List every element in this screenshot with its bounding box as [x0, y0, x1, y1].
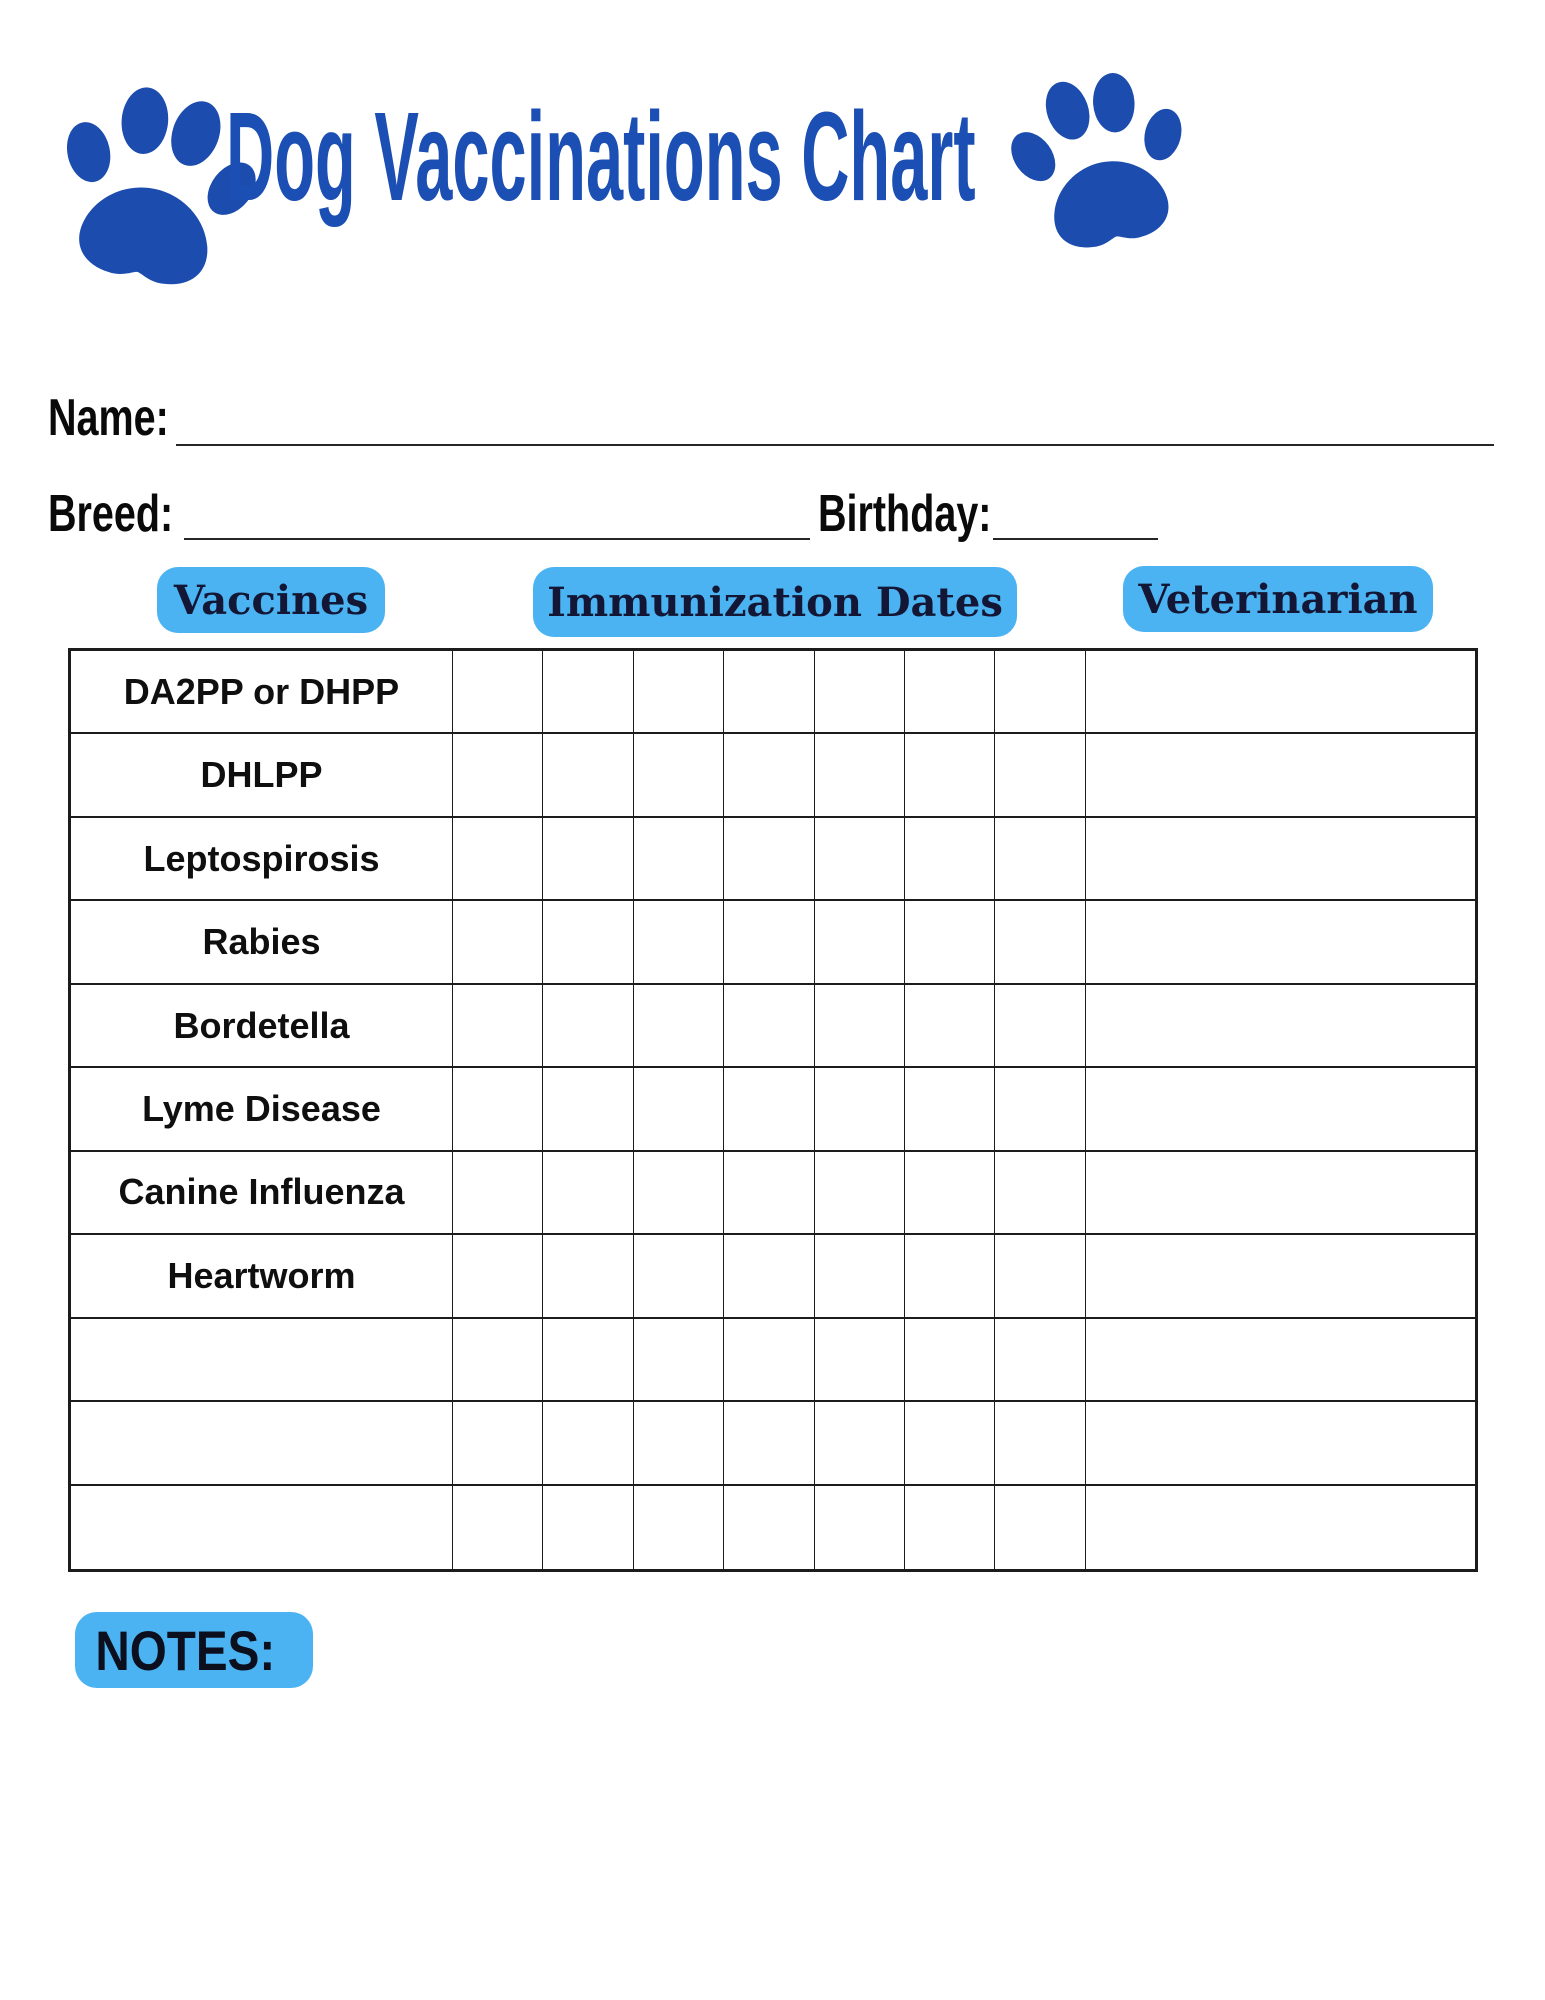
table-row [71, 1068, 1475, 1151]
vaccine-name-cell: DA2PP or DHPP [71, 651, 453, 732]
immunization-date-cell [905, 818, 995, 899]
vaccines-column-header: Vaccines [157, 567, 385, 633]
immunization-dates-column-header: Immunization Dates [533, 567, 1017, 637]
immunization-date-cell [453, 1068, 543, 1149]
veterinarian-cell [1086, 1068, 1475, 1149]
immunization-date-cell [634, 1402, 724, 1483]
table-row [71, 901, 1475, 984]
immunization-date-cell [634, 818, 724, 899]
immunization-date-cell [995, 985, 1085, 1066]
vaccine-name-cell: Leptospirosis [71, 818, 453, 899]
table-row [71, 651, 1475, 734]
immunization-date-cell [995, 1319, 1085, 1400]
veterinarian-cell [1086, 901, 1475, 982]
vaccine-name-cell: Heartworm [71, 1235, 453, 1316]
immunization-date-cell [543, 818, 633, 899]
veterinarian-cell [1086, 651, 1475, 732]
immunization-date-cell [634, 901, 724, 982]
birthday-field-label: Birthday: [818, 485, 992, 543]
veterinarian-column-header: Veterinarian [1123, 566, 1433, 632]
breed-field-label: Breed: [48, 485, 174, 543]
immunization-date-cell [724, 1152, 814, 1233]
immunization-date-cell [724, 1402, 814, 1483]
immunization-date-cell [815, 1152, 905, 1233]
table-row [71, 734, 1475, 817]
immunization-date-cell [724, 651, 814, 732]
immunization-date-cell [905, 901, 995, 982]
paw-print-icon [992, 47, 1208, 270]
immunization-date-cell [724, 1235, 814, 1316]
immunization-date-cell [815, 985, 905, 1066]
table-row [71, 818, 1475, 901]
veterinarian-cell [1086, 985, 1475, 1066]
immunization-date-cell [543, 734, 633, 815]
immunization-date-cell [724, 901, 814, 982]
immunization-date-cell [453, 1486, 543, 1569]
immunization-date-cell [634, 985, 724, 1066]
immunization-date-cell [905, 651, 995, 732]
immunization-date-cell [815, 1319, 905, 1400]
immunization-date-cell [543, 1486, 633, 1569]
table-row [71, 1402, 1475, 1485]
immunization-date-cell [815, 1402, 905, 1483]
immunization-date-cell [995, 651, 1085, 732]
immunization-date-cell [905, 1402, 995, 1483]
immunization-date-cell [995, 1402, 1085, 1483]
veterinarian-cell [1086, 1486, 1475, 1569]
vaccine-name-cell: Rabies [71, 901, 453, 982]
notes-section-header [75, 1612, 313, 1688]
immunization-date-cell [905, 1068, 995, 1149]
veterinarian-cell [1086, 1402, 1475, 1483]
immunization-date-cell [995, 818, 1085, 899]
immunization-date-cell [905, 734, 995, 815]
immunization-date-cell [453, 1152, 543, 1233]
immunization-date-cell [453, 1235, 543, 1316]
immunization-date-cell [453, 818, 543, 899]
immunization-date-cell [724, 1068, 814, 1149]
immunization-date-cell [453, 901, 543, 982]
immunization-date-cell [543, 1068, 633, 1149]
immunization-date-cell [634, 1068, 724, 1149]
immunization-date-cell [453, 1402, 543, 1483]
immunization-date-cell [905, 985, 995, 1066]
veterinarian-cell [1086, 818, 1475, 899]
vaccine-name-cell [71, 1402, 453, 1483]
veterinarian-cell [1086, 1152, 1475, 1233]
immunization-date-cell [634, 1319, 724, 1400]
veterinarian-cell [1086, 734, 1475, 815]
vaccine-name-cell [71, 1319, 453, 1400]
immunization-date-cell [543, 1152, 633, 1233]
page-title: Dog Vaccinations Chart [226, 86, 976, 227]
immunization-date-cell [815, 901, 905, 982]
immunization-date-cell [815, 1486, 905, 1569]
immunization-date-cell [724, 818, 814, 899]
immunization-date-cell [634, 651, 724, 732]
immunization-date-cell [815, 734, 905, 815]
immunization-date-cell [724, 985, 814, 1066]
immunization-date-cell [995, 1486, 1085, 1569]
vaccine-name-cell: Bordetella [71, 985, 453, 1066]
immunization-date-cell [815, 818, 905, 899]
table-row [71, 1319, 1475, 1402]
immunization-date-cell [905, 1486, 995, 1569]
immunization-date-cell [995, 1235, 1085, 1316]
veterinarian-cell [1086, 1319, 1475, 1400]
immunization-date-cell [543, 1402, 633, 1483]
immunization-date-cell [815, 651, 905, 732]
table-row [71, 1235, 1475, 1318]
birthday-write-line [993, 538, 1158, 540]
immunization-date-cell [995, 1152, 1085, 1233]
immunization-date-cell [543, 651, 633, 732]
immunization-date-cell [905, 1319, 995, 1400]
immunization-date-cell [543, 985, 633, 1066]
vaccine-name-cell: DHLPP [71, 734, 453, 815]
immunization-date-cell [453, 1319, 543, 1400]
veterinarian-cell [1086, 1235, 1475, 1316]
immunization-date-cell [815, 1068, 905, 1149]
immunization-date-cell [634, 1152, 724, 1233]
immunization-date-cell [724, 1486, 814, 1569]
immunization-date-cell [453, 734, 543, 815]
immunization-date-cell [995, 901, 1085, 982]
notes-label: NOTES: [95, 1618, 276, 1682]
immunization-date-cell [724, 734, 814, 815]
immunization-date-cell [453, 985, 543, 1066]
immunization-date-cell [543, 901, 633, 982]
immunization-date-cell [543, 1235, 633, 1316]
immunization-date-cell [995, 734, 1085, 815]
immunization-date-cell [815, 1235, 905, 1316]
immunization-date-cell [995, 1068, 1085, 1149]
breed-write-line [184, 538, 810, 540]
vaccine-name-cell: Canine Influenza [71, 1152, 453, 1233]
immunization-date-cell [724, 1319, 814, 1400]
vaccination-table [68, 648, 1478, 1572]
name-field-label: Name: [48, 389, 169, 447]
immunization-date-cell [543, 1319, 633, 1400]
table-row [71, 1486, 1475, 1569]
name-write-line [176, 444, 1494, 446]
immunization-date-cell [634, 1235, 724, 1316]
vaccine-name-cell: Lyme Disease [71, 1068, 453, 1149]
table-row [71, 985, 1475, 1068]
vaccine-name-cell [71, 1486, 453, 1569]
immunization-date-cell [905, 1235, 995, 1316]
table-row [71, 1152, 1475, 1235]
immunization-date-cell [634, 734, 724, 815]
immunization-date-cell [634, 1486, 724, 1569]
immunization-date-cell [453, 651, 543, 732]
immunization-date-cell [905, 1152, 995, 1233]
